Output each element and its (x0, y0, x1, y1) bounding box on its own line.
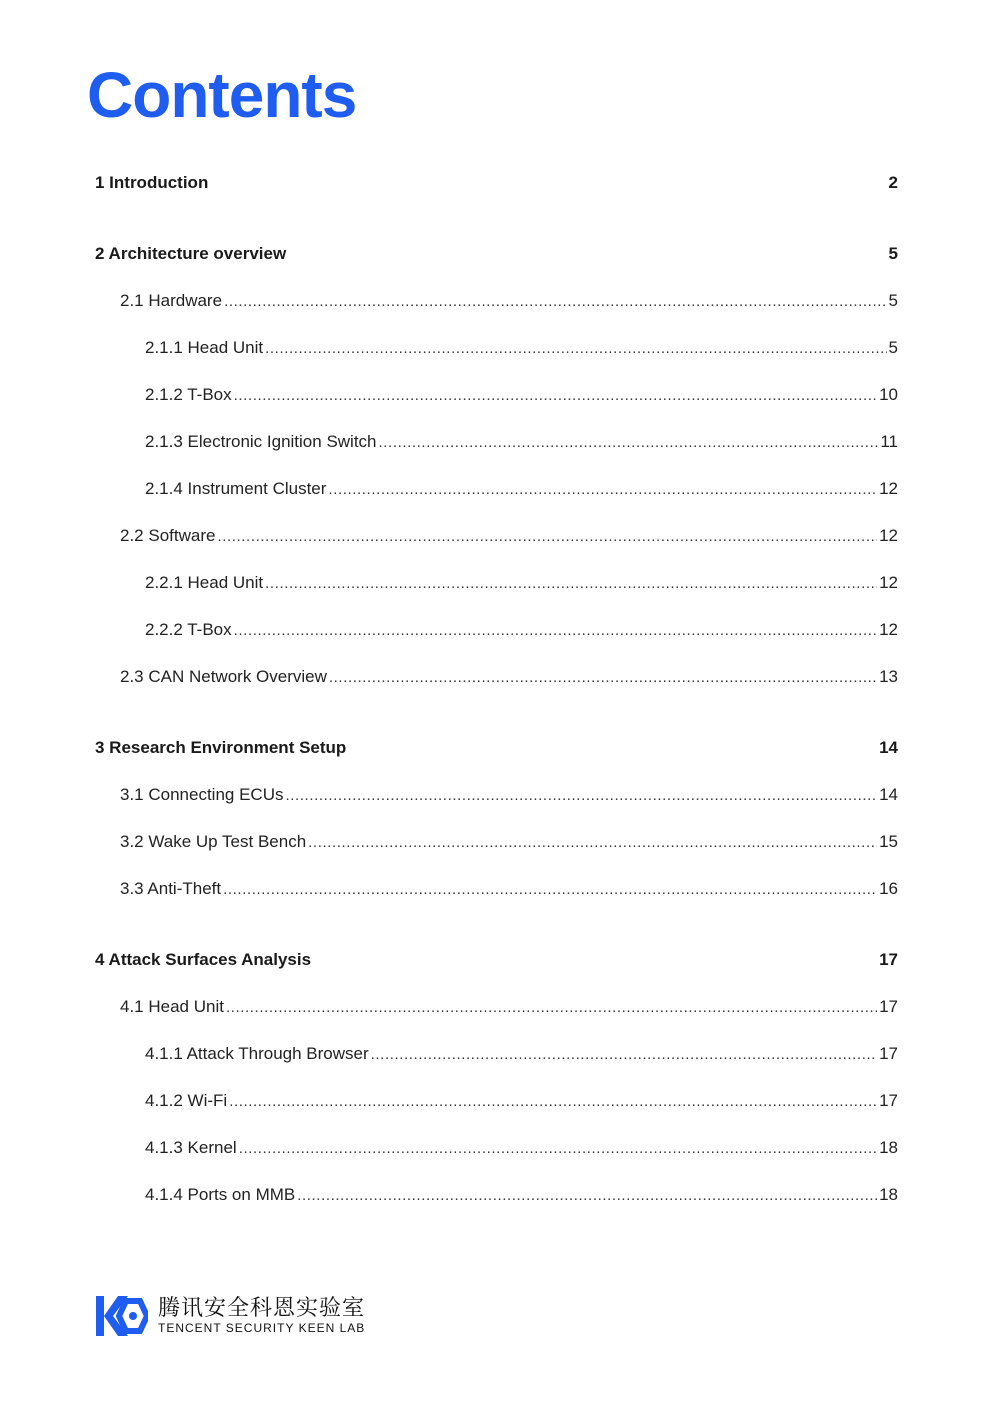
toc-dot-leader (226, 997, 877, 1019)
toc-entry-title: 2.2.2 T-Box (145, 620, 232, 639)
toc-page-number: 10 (879, 385, 898, 404)
toc-page-number: 11 (880, 432, 898, 451)
toc-entry-title: 4.1.2 Wi-Fi (145, 1091, 228, 1110)
toc-entry-title: 4.1.4 Ports on MMB (145, 1185, 296, 1204)
toc-entry-title: 3.2 Wake Up Test Bench (120, 832, 307, 851)
toc-entry[interactable] (145, 384, 898, 407)
toc-entry[interactable] (145, 1137, 898, 1160)
logo-english-text: TENCENT SECURITY KEEN LAB (158, 1321, 366, 1335)
toc-page-number: 14 (879, 738, 898, 757)
toc-entry-title: 4.1.3 Kernel (145, 1138, 237, 1157)
toc-entry[interactable] (145, 1043, 898, 1066)
toc-entry[interactable] (145, 572, 898, 595)
toc-dot-leader (229, 1091, 877, 1113)
toc-dot-leader (265, 573, 877, 595)
toc-page-number: 18 (879, 1138, 898, 1157)
toc-entry[interactable] (95, 243, 898, 265)
toc-page-number: 17 (879, 950, 898, 969)
toc-dot-leader (265, 338, 886, 360)
toc-page-number: 15 (879, 832, 898, 851)
toc-entry-title: 3.1 Connecting ECUs (120, 785, 284, 804)
toc-entry-title: 4.1.1 Attack Through Browser (145, 1044, 369, 1063)
toc-entry-title: 2.1.1 Head Unit (145, 338, 264, 357)
toc-entry[interactable] (145, 431, 898, 454)
toc-entry-title: 4 Attack Surfaces Analysis (95, 950, 312, 969)
toc-entry-title: 2.1.4 Instrument Cluster (145, 479, 327, 498)
toc-page-number: 18 (879, 1185, 898, 1204)
toc-dot-leader (329, 667, 877, 689)
toc-page-number: 5 (888, 338, 898, 357)
toc-dot-leader (224, 291, 886, 313)
toc-entry[interactable] (145, 619, 898, 642)
toc-entry-title: 4.1 Head Unit (120, 997, 224, 1016)
toc-dot-leader (217, 526, 877, 548)
toc-entry-title: 2.2.1 Head Unit (145, 573, 264, 592)
toc-dot-leader (234, 385, 877, 407)
toc-entry[interactable] (120, 666, 898, 689)
keen-lab-logo-icon (96, 1295, 148, 1337)
toc-entry[interactable] (145, 1090, 898, 1113)
toc-dot-leader (223, 879, 877, 901)
toc-entry[interactable] (120, 525, 898, 548)
toc-entry[interactable] (95, 172, 898, 194)
toc-page-number: 12 (879, 479, 898, 498)
toc-page-number: 17 (879, 1091, 898, 1110)
toc-page-number: 16 (879, 879, 898, 898)
toc-dot-leader (234, 620, 877, 642)
toc-page-number: 12 (879, 526, 898, 545)
toc-entry-title: 3 Research Environment Setup (95, 738, 347, 757)
toc-page-number: 14 (879, 785, 898, 804)
toc-entry[interactable] (120, 831, 898, 854)
footer-logo (96, 1294, 396, 1338)
toc-entry-title: 2.1.3 Electronic Ignition Switch (145, 432, 377, 451)
toc-entry-title: 2.3 CAN Network Overview (120, 667, 327, 686)
toc-page-number: 13 (879, 667, 898, 686)
toc-entry[interactable] (145, 478, 898, 501)
toc-entry-title: 2 Architecture overview (95, 244, 287, 263)
toc-entry-title: 2.1 Hardware (120, 291, 223, 310)
toc-entry[interactable] (95, 737, 898, 759)
toc-page-number: 5 (888, 244, 898, 263)
toc-page-number: 2 (888, 173, 898, 192)
toc-entry-title: 1 Introduction (95, 173, 209, 192)
toc-dot-leader (371, 1044, 877, 1066)
toc-dot-leader (239, 1138, 877, 1160)
toc-page-number: 17 (879, 997, 898, 1016)
toc-page-number: 12 (879, 573, 898, 592)
logo-chinese-text: 腾讯安全科恩实验室 (158, 1296, 366, 1321)
toc-entry[interactable] (95, 949, 898, 971)
toc-entry[interactable] (120, 996, 898, 1019)
toc-entry[interactable] (120, 878, 898, 901)
toc-entry[interactable] (145, 1184, 898, 1207)
toc-entry[interactable] (120, 290, 898, 313)
toc-entry[interactable] (145, 337, 898, 360)
toc-page-number: 5 (888, 291, 898, 310)
toc-entry[interactable] (120, 784, 898, 807)
toc-entry-title: 3.3 Anti-Theft (120, 879, 222, 898)
toc-entry-title: 2.2 Software (120, 526, 216, 545)
toc-page-number: 17 (879, 1044, 898, 1063)
toc-dot-leader (308, 832, 877, 854)
toc-page-number: 12 (879, 620, 898, 639)
toc-entry-title: 2.1.2 T-Box (145, 385, 232, 404)
toc-dot-leader (285, 785, 877, 807)
toc-dot-leader (297, 1185, 877, 1207)
toc-dot-leader (379, 432, 879, 454)
toc-dot-leader (328, 479, 877, 501)
page-title: Contents (87, 59, 357, 131)
